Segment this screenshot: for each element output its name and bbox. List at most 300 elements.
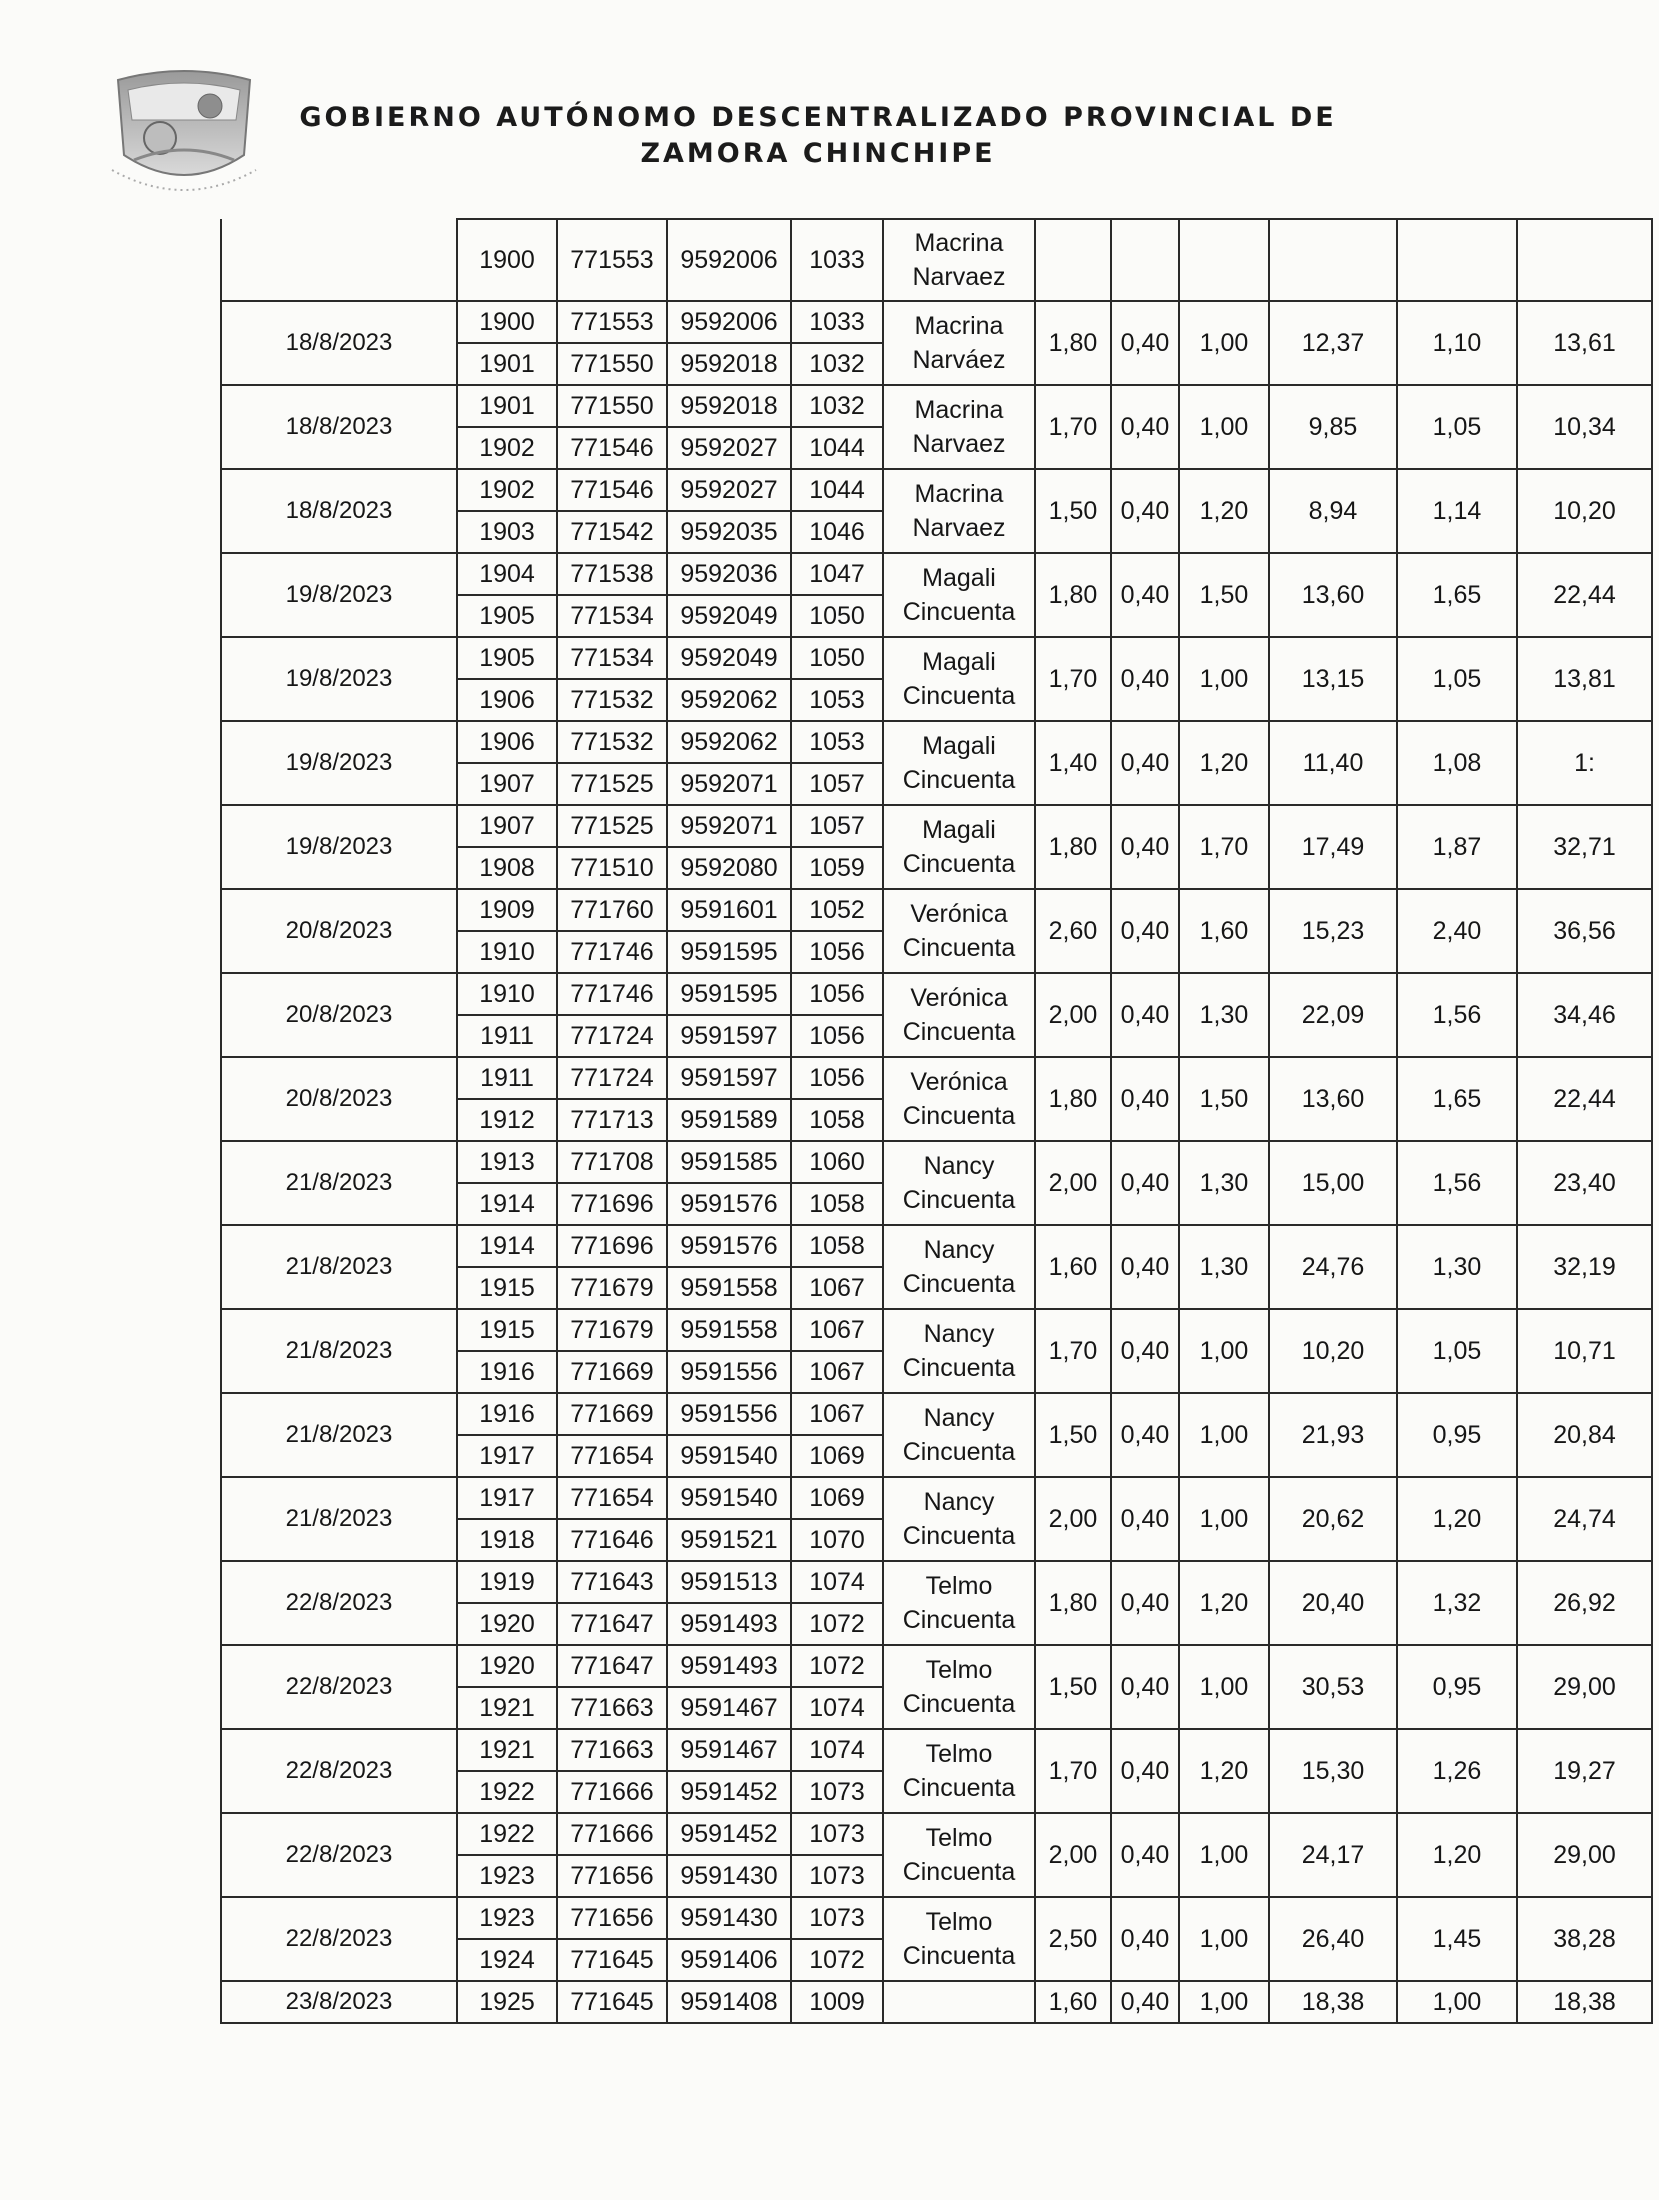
east-cell: 771645 <box>557 1981 667 2023</box>
value-cell: 2,00 <box>1035 973 1111 1057</box>
table-row <box>221 1897 1652 1939</box>
elevation-cell: 1070 <box>791 1519 883 1561</box>
east-cell: 771724 <box>557 1057 667 1099</box>
value-cell: 0,40 <box>1111 1309 1179 1393</box>
value-cell: 30,53 <box>1269 1645 1397 1729</box>
elevation-cell: 1073 <box>791 1897 883 1939</box>
table-row <box>221 553 1652 595</box>
station-cell: 1902 <box>457 469 557 511</box>
elevation-cell: 1074 <box>791 1687 883 1729</box>
east-cell: 771553 <box>557 301 667 343</box>
value-cell: 0,40 <box>1111 805 1179 889</box>
value-cell: 1,60 <box>1035 1225 1111 1309</box>
date-cell: 22/8/2023 <box>221 1645 457 1729</box>
elevation-cell: 1067 <box>791 1351 883 1393</box>
owner-name-cell: Magali Cincuenta <box>883 553 1035 637</box>
value-cell: 18,38 <box>1269 1981 1397 2023</box>
value-cell: 0,40 <box>1111 1225 1179 1309</box>
value-cell: 1,14 <box>1397 469 1517 553</box>
value-cell: 0,40 <box>1111 301 1179 385</box>
owner-name-cell: Nancy Cincuenta <box>883 1477 1035 1561</box>
value-cell: 38,28 <box>1517 1897 1652 1981</box>
table-row <box>221 637 1652 679</box>
north-cell: 9591430 <box>667 1897 791 1939</box>
table-row <box>221 1225 1652 1267</box>
elevation-cell: 1073 <box>791 1813 883 1855</box>
value-cell: 1,20 <box>1179 1561 1269 1645</box>
north-cell: 9591558 <box>667 1267 791 1309</box>
value-cell: 0,40 <box>1111 1561 1179 1645</box>
date-cell: 22/8/2023 <box>221 1729 457 1813</box>
station-cell: 1923 <box>457 1897 557 1939</box>
east-cell: 771656 <box>557 1897 667 1939</box>
value-cell: 0,95 <box>1397 1645 1517 1729</box>
north-cell: 9592049 <box>667 637 791 679</box>
station-cell: 1904 <box>457 553 557 595</box>
east-cell: 771679 <box>557 1309 667 1351</box>
north-cell: 9592027 <box>667 427 791 469</box>
table-row <box>221 219 1652 301</box>
elevation-cell: 1057 <box>791 805 883 847</box>
date-cell: 21/8/2023 <box>221 1141 457 1225</box>
value-cell: 1,20 <box>1179 469 1269 553</box>
owner-name-cell: Nancy Cincuenta <box>883 1225 1035 1309</box>
elevation-cell: 1050 <box>791 595 883 637</box>
value-cell: 1,80 <box>1035 553 1111 637</box>
owner-name-cell: Verónica Cincuenta <box>883 889 1035 973</box>
station-cell: 1925 <box>457 1981 557 2023</box>
date-cell: 22/8/2023 <box>221 1561 457 1645</box>
date-cell: 20/8/2023 <box>221 889 457 973</box>
table-row <box>221 721 1652 763</box>
value-cell: 1,56 <box>1397 1141 1517 1225</box>
east-cell: 771538 <box>557 553 667 595</box>
value-cell: 1,20 <box>1397 1477 1517 1561</box>
value-cell: 1,08 <box>1397 721 1517 805</box>
north-cell: 9591493 <box>667 1645 791 1687</box>
value-cell: 13,60 <box>1269 553 1397 637</box>
station-cell: 1915 <box>457 1309 557 1351</box>
elevation-cell: 1052 <box>791 889 883 931</box>
north-cell: 9591408 <box>667 1981 791 2023</box>
table-row <box>221 805 1652 847</box>
value-cell: 0,40 <box>1111 889 1179 973</box>
value-cell: 1,50 <box>1035 1645 1111 1729</box>
east-cell: 771669 <box>557 1351 667 1393</box>
elevation-cell: 1009 <box>791 1981 883 2023</box>
value-cell: 32,71 <box>1517 805 1652 889</box>
elevation-cell: 1074 <box>791 1561 883 1603</box>
value-cell: 1: <box>1517 721 1652 805</box>
value-cell: 1,65 <box>1397 1057 1517 1141</box>
date-cell <box>221 219 457 301</box>
east-cell: 771663 <box>557 1687 667 1729</box>
value-cell: 1,30 <box>1397 1225 1517 1309</box>
value-cell: 13,60 <box>1269 1057 1397 1141</box>
value-cell: 1,00 <box>1397 1981 1517 2023</box>
value-cell: 1,40 <box>1035 721 1111 805</box>
elevation-cell: 1072 <box>791 1645 883 1687</box>
elevation-cell: 1058 <box>791 1183 883 1225</box>
date-cell: 21/8/2023 <box>221 1477 457 1561</box>
elevation-cell: 1044 <box>791 427 883 469</box>
table-row <box>221 1057 1652 1099</box>
value-cell: 36,56 <box>1517 889 1652 973</box>
value-cell: 1,00 <box>1179 1309 1269 1393</box>
elevation-cell: 1072 <box>791 1603 883 1645</box>
table-row <box>221 1477 1652 1519</box>
value-cell: 26,92 <box>1517 1561 1652 1645</box>
date-cell: 18/8/2023 <box>221 469 457 553</box>
station-cell: 1903 <box>457 511 557 553</box>
value-cell: 1,30 <box>1179 1225 1269 1309</box>
elevation-cell: 1058 <box>791 1225 883 1267</box>
value-cell: 0,40 <box>1111 637 1179 721</box>
value-cell: 1,00 <box>1179 301 1269 385</box>
value-cell: 29,00 <box>1517 1645 1652 1729</box>
value-cell: 24,74 <box>1517 1477 1652 1561</box>
value-cell: 22,44 <box>1517 1057 1652 1141</box>
value-cell: 21,93 <box>1269 1393 1397 1477</box>
header-line-2: ZAMORA CHINCHIPE <box>640 138 996 169</box>
north-cell: 9592027 <box>667 469 791 511</box>
value-cell: 24,76 <box>1269 1225 1397 1309</box>
date-cell: 22/8/2023 <box>221 1813 457 1897</box>
value-cell: 1,50 <box>1179 1057 1269 1141</box>
north-cell: 9591601 <box>667 889 791 931</box>
station-cell: 1920 <box>457 1603 557 1645</box>
elevation-cell: 1032 <box>791 343 883 385</box>
elevation-cell: 1032 <box>791 385 883 427</box>
date-cell: 21/8/2023 <box>221 1309 457 1393</box>
date-cell: 18/8/2023 <box>221 301 457 385</box>
value-cell: 1,10 <box>1397 301 1517 385</box>
value-cell: 0,40 <box>1111 385 1179 469</box>
station-cell: 1922 <box>457 1771 557 1813</box>
elevation-cell: 1057 <box>791 763 883 805</box>
owner-name-cell: Nancy Cincuenta <box>883 1309 1035 1393</box>
station-cell: 1916 <box>457 1351 557 1393</box>
value-cell: 24,17 <box>1269 1813 1397 1897</box>
east-cell: 771546 <box>557 427 667 469</box>
north-cell: 9592062 <box>667 721 791 763</box>
value-cell: 1,00 <box>1179 1981 1269 2023</box>
north-cell: 9591597 <box>667 1057 791 1099</box>
table-row <box>221 1141 1652 1183</box>
owner-name-cell: Macrina Narvaez <box>883 385 1035 469</box>
north-cell: 9591513 <box>667 1561 791 1603</box>
north-cell: 9592062 <box>667 679 791 721</box>
east-cell: 771646 <box>557 1519 667 1561</box>
elevation-cell: 1033 <box>791 301 883 343</box>
value-cell: 1,30 <box>1179 1141 1269 1225</box>
north-cell: 9592006 <box>667 301 791 343</box>
east-cell: 771546 <box>557 469 667 511</box>
value-cell: 1,00 <box>1179 637 1269 721</box>
elevation-cell: 1060 <box>791 1141 883 1183</box>
value-cell: 1,87 <box>1397 805 1517 889</box>
elevation-cell: 1056 <box>791 1015 883 1057</box>
north-cell: 9591556 <box>667 1393 791 1435</box>
value-cell: 13,61 <box>1517 301 1652 385</box>
value-cell: 1,00 <box>1179 1813 1269 1897</box>
elevation-cell: 1050 <box>791 637 883 679</box>
value-cell: 0,40 <box>1111 1393 1179 1477</box>
owner-name-cell: Telmo Cincuenta <box>883 1645 1035 1729</box>
station-cell: 1911 <box>457 1057 557 1099</box>
value-cell: 1,70 <box>1035 385 1111 469</box>
station-cell: 1924 <box>457 1939 557 1981</box>
value-cell: 32,19 <box>1517 1225 1652 1309</box>
owner-name-cell: Macrina Narvaez <box>883 219 1035 301</box>
station-cell: 1906 <box>457 679 557 721</box>
elevation-cell: 1069 <box>791 1477 883 1519</box>
elevation-cell: 1059 <box>791 847 883 889</box>
north-cell: 9592049 <box>667 595 791 637</box>
value-cell: 10,34 <box>1517 385 1652 469</box>
value-cell: 17,49 <box>1269 805 1397 889</box>
value-cell: 0,40 <box>1111 1477 1179 1561</box>
elevation-cell: 1044 <box>791 469 883 511</box>
station-cell: 1901 <box>457 385 557 427</box>
value-cell: 1,80 <box>1035 1057 1111 1141</box>
value-cell: 1,56 <box>1397 973 1517 1057</box>
north-cell: 9591452 <box>667 1771 791 1813</box>
value-cell: 20,62 <box>1269 1477 1397 1561</box>
elevation-cell: 1067 <box>791 1309 883 1351</box>
station-cell: 1906 <box>457 721 557 763</box>
elevation-cell: 1074 <box>791 1729 883 1771</box>
owner-name-cell: Magali Cincuenta <box>883 805 1035 889</box>
station-cell: 1914 <box>457 1225 557 1267</box>
station-cell: 1902 <box>457 427 557 469</box>
value-cell: 1,60 <box>1179 889 1269 973</box>
value-cell: 1,00 <box>1179 1477 1269 1561</box>
north-cell: 9591589 <box>667 1099 791 1141</box>
value-cell: 1,05 <box>1397 385 1517 469</box>
value-cell: 12,37 <box>1269 301 1397 385</box>
value-cell: 22,44 <box>1517 553 1652 637</box>
value-cell: 1,65 <box>1397 553 1517 637</box>
value-cell: 15,30 <box>1269 1729 1397 1813</box>
north-cell: 9591576 <box>667 1225 791 1267</box>
value-cell: 8,94 <box>1269 469 1397 553</box>
value-cell: 1,60 <box>1035 1981 1111 2023</box>
east-cell: 771713 <box>557 1099 667 1141</box>
document-header <box>258 100 1378 172</box>
north-cell: 9592018 <box>667 343 791 385</box>
value-cell: 0,40 <box>1111 1057 1179 1141</box>
station-cell: 1921 <box>457 1729 557 1771</box>
station-cell: 1910 <box>457 931 557 973</box>
value-cell <box>1179 219 1269 301</box>
owner-name-cell: Telmo Cincuenta <box>883 1813 1035 1897</box>
east-cell: 771525 <box>557 763 667 805</box>
value-cell: 10,20 <box>1269 1309 1397 1393</box>
value-cell <box>1035 219 1111 301</box>
value-cell: 23,40 <box>1517 1141 1652 1225</box>
date-cell: 21/8/2023 <box>221 1393 457 1477</box>
owner-name-cell: Nancy Cincuenta <box>883 1141 1035 1225</box>
value-cell: 1,00 <box>1179 1897 1269 1981</box>
east-cell: 771696 <box>557 1183 667 1225</box>
owner-name-cell: Telmo Cincuenta <box>883 1729 1035 1813</box>
provincial-seal-logo <box>104 60 264 210</box>
north-cell: 9591576 <box>667 1183 791 1225</box>
date-cell: 19/8/2023 <box>221 805 457 889</box>
value-cell: 20,40 <box>1269 1561 1397 1645</box>
value-cell: 2,40 <box>1397 889 1517 973</box>
north-cell: 9591406 <box>667 1939 791 1981</box>
elevation-cell: 1073 <box>791 1771 883 1813</box>
value-cell: 13,15 <box>1269 637 1397 721</box>
north-cell: 9591430 <box>667 1855 791 1897</box>
east-cell: 771746 <box>557 931 667 973</box>
east-cell: 771645 <box>557 1939 667 1981</box>
value-cell: 22,09 <box>1269 973 1397 1057</box>
value-cell: 1,00 <box>1179 1645 1269 1729</box>
station-cell: 1919 <box>457 1561 557 1603</box>
elevation-cell: 1067 <box>791 1267 883 1309</box>
north-cell: 9591558 <box>667 1309 791 1351</box>
north-cell: 9592035 <box>667 511 791 553</box>
north-cell: 9591452 <box>667 1813 791 1855</box>
date-cell: 22/8/2023 <box>221 1897 457 1981</box>
value-cell: 0,40 <box>1111 721 1179 805</box>
elevation-cell: 1073 <box>791 1855 883 1897</box>
header-line-1: GOBIERNO AUTÓNOMO DESCENTRALIZADO PROVINCIAL DE <box>299 102 1337 133</box>
east-cell: 771696 <box>557 1225 667 1267</box>
north-cell: 9592036 <box>667 553 791 595</box>
elevation-cell: 1047 <box>791 553 883 595</box>
table-row <box>221 1813 1652 1855</box>
date-cell: 20/8/2023 <box>221 973 457 1057</box>
north-cell: 9591521 <box>667 1519 791 1561</box>
date-cell: 23/8/2023 <box>221 1981 457 2023</box>
value-cell: 11,40 <box>1269 721 1397 805</box>
north-cell: 9592071 <box>667 763 791 805</box>
station-cell: 1915 <box>457 1267 557 1309</box>
owner-name-cell: Macrina Narváez <box>883 301 1035 385</box>
survey-data-table <box>220 218 1653 2024</box>
north-cell: 9591595 <box>667 973 791 1015</box>
east-cell: 771510 <box>557 847 667 889</box>
table-row <box>221 1645 1652 1687</box>
east-cell: 771656 <box>557 1855 667 1897</box>
table-row <box>221 1561 1652 1603</box>
value-cell: 1,00 <box>1179 385 1269 469</box>
east-cell: 771550 <box>557 385 667 427</box>
value-cell: 9,85 <box>1269 385 1397 469</box>
station-cell: 1900 <box>457 219 557 301</box>
date-cell: 21/8/2023 <box>221 1225 457 1309</box>
value-cell: 1,70 <box>1035 1309 1111 1393</box>
value-cell: 18,38 <box>1517 1981 1652 2023</box>
east-cell: 771550 <box>557 343 667 385</box>
north-cell: 9592018 <box>667 385 791 427</box>
station-cell: 1921 <box>457 1687 557 1729</box>
owner-name-cell: Verónica Cincuenta <box>883 973 1035 1057</box>
east-cell: 771654 <box>557 1435 667 1477</box>
value-cell: 1,32 <box>1397 1561 1517 1645</box>
date-cell: 19/8/2023 <box>221 721 457 805</box>
east-cell: 771679 <box>557 1267 667 1309</box>
east-cell: 771532 <box>557 679 667 721</box>
value-cell: 1,80 <box>1035 805 1111 889</box>
station-cell: 1920 <box>457 1645 557 1687</box>
value-cell <box>1111 219 1179 301</box>
east-cell: 771666 <box>557 1771 667 1813</box>
value-cell: 34,46 <box>1517 973 1652 1057</box>
east-cell: 771663 <box>557 1729 667 1771</box>
north-cell: 9591585 <box>667 1141 791 1183</box>
station-cell: 1910 <box>457 973 557 1015</box>
east-cell: 771647 <box>557 1603 667 1645</box>
value-cell: 1,50 <box>1179 553 1269 637</box>
value-cell: 10,20 <box>1517 469 1652 553</box>
elevation-cell: 1067 <box>791 1393 883 1435</box>
owner-name-cell: Magali Cincuenta <box>883 721 1035 805</box>
table-row <box>221 1309 1652 1351</box>
value-cell: 2,60 <box>1035 889 1111 973</box>
station-cell: 1908 <box>457 847 557 889</box>
elevation-cell: 1053 <box>791 679 883 721</box>
value-cell: 15,23 <box>1269 889 1397 973</box>
north-cell: 9591556 <box>667 1351 791 1393</box>
owner-name-cell: Macrina Narvaez <box>883 469 1035 553</box>
elevation-cell: 1058 <box>791 1099 883 1141</box>
station-cell: 1917 <box>457 1435 557 1477</box>
elevation-cell: 1072 <box>791 1939 883 1981</box>
value-cell: 1,50 <box>1035 469 1111 553</box>
elevation-cell: 1056 <box>791 973 883 1015</box>
north-cell: 9591493 <box>667 1603 791 1645</box>
elevation-cell: 1046 <box>791 511 883 553</box>
value-cell: 1,70 <box>1179 805 1269 889</box>
value-cell: 1,05 <box>1397 637 1517 721</box>
station-cell: 1916 <box>457 1393 557 1435</box>
value-cell: 13,81 <box>1517 637 1652 721</box>
station-cell: 1901 <box>457 343 557 385</box>
value-cell: 1,05 <box>1397 1309 1517 1393</box>
north-cell: 9591597 <box>667 1015 791 1057</box>
value-cell: 0,40 <box>1111 1981 1179 2023</box>
east-cell: 771760 <box>557 889 667 931</box>
station-cell: 1922 <box>457 1813 557 1855</box>
value-cell: 1,00 <box>1179 1393 1269 1477</box>
value-cell <box>1269 219 1397 301</box>
value-cell: 1,26 <box>1397 1729 1517 1813</box>
value-cell: 0,95 <box>1397 1393 1517 1477</box>
value-cell: 1,70 <box>1035 637 1111 721</box>
east-cell: 771534 <box>557 637 667 679</box>
value-cell: 1,80 <box>1035 1561 1111 1645</box>
north-cell: 9592071 <box>667 805 791 847</box>
station-cell: 1912 <box>457 1099 557 1141</box>
east-cell: 771669 <box>557 1393 667 1435</box>
station-cell: 1923 <box>457 1855 557 1897</box>
elevation-cell: 1056 <box>791 1057 883 1099</box>
value-cell <box>1517 219 1652 301</box>
value-cell <box>1397 219 1517 301</box>
date-cell: 20/8/2023 <box>221 1057 457 1141</box>
owner-name-cell: Verónica Cincuenta <box>883 1057 1035 1141</box>
value-cell: 26,40 <box>1269 1897 1397 1981</box>
value-cell: 0,40 <box>1111 1645 1179 1729</box>
value-cell: 1,70 <box>1035 1729 1111 1813</box>
station-cell: 1905 <box>457 637 557 679</box>
value-cell: 1,80 <box>1035 301 1111 385</box>
